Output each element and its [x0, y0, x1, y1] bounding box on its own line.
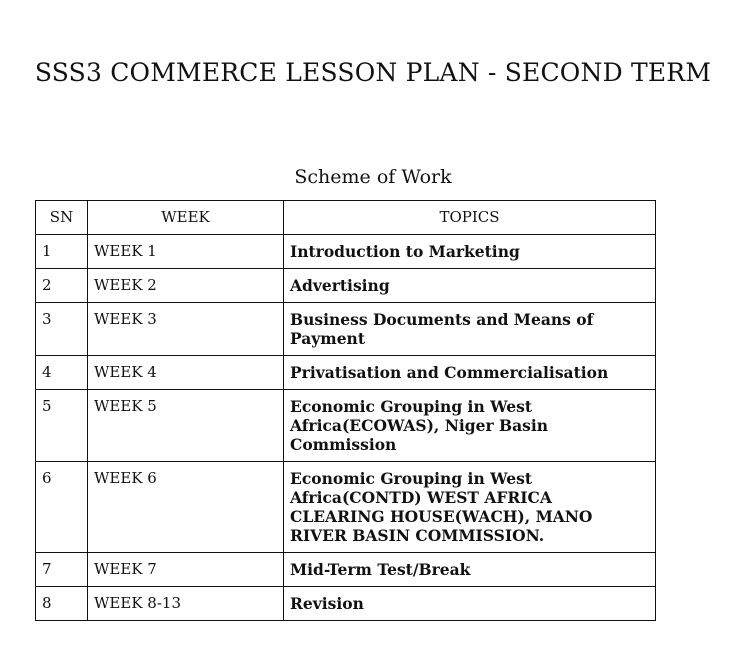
table-row: [36, 553, 656, 587]
row-topic: Revision: [284, 587, 656, 621]
row-topic: Privatisation and Commercialisation: [284, 356, 656, 390]
row-week: WEEK 4: [88, 356, 284, 390]
row-topic: Mid-Term Test/Break: [284, 553, 656, 587]
table-row: [36, 235, 656, 269]
header-topics: TOPICS: [284, 201, 656, 235]
table-row: [36, 303, 656, 356]
row-topic: Economic Grouping in West Africa(ECOWAS), Niger Basin Commission: [284, 390, 656, 462]
row-week: WEEK 8-13: [88, 587, 284, 621]
row-sn: 1: [36, 235, 88, 269]
table-header-row: [36, 201, 656, 235]
table-row: [36, 390, 656, 462]
row-week: WEEK 3: [88, 303, 284, 356]
scheme-of-work-table: [35, 200, 656, 621]
table-row: [36, 587, 656, 621]
header-week: WEEK: [88, 201, 284, 235]
table-row: [36, 462, 656, 553]
row-week: WEEK 2: [88, 269, 284, 303]
row-sn: 3: [36, 303, 88, 356]
page-title: SSS3 COMMERCE LESSON PLAN - SECOND TERM: [34, 58, 712, 87]
row-week: WEEK 7: [88, 553, 284, 587]
table-row: [36, 269, 656, 303]
row-sn: 4: [36, 356, 88, 390]
table-row: [36, 356, 656, 390]
row-week: WEEK 5: [88, 390, 284, 462]
row-sn: 8: [36, 587, 88, 621]
row-week: WEEK 6: [88, 462, 284, 553]
row-topic: Introduction to Marketing: [284, 235, 656, 269]
row-topic: Economic Grouping in West Africa(CONTD) WEST AFRICA CLEARING HOUSE(WACH), MANO RIVER BASIN COMMISSION.: [284, 462, 656, 553]
row-sn: 2: [36, 269, 88, 303]
row-week: WEEK 1: [88, 235, 284, 269]
header-sn: SN: [36, 201, 88, 235]
row-topic: Advertising: [284, 269, 656, 303]
row-sn: 7: [36, 553, 88, 587]
row-sn: 5: [36, 390, 88, 462]
table-caption: Scheme of Work: [294, 166, 452, 188]
row-sn: 6: [36, 462, 88, 553]
row-topic: Business Documents and Means of Payment: [284, 303, 656, 356]
